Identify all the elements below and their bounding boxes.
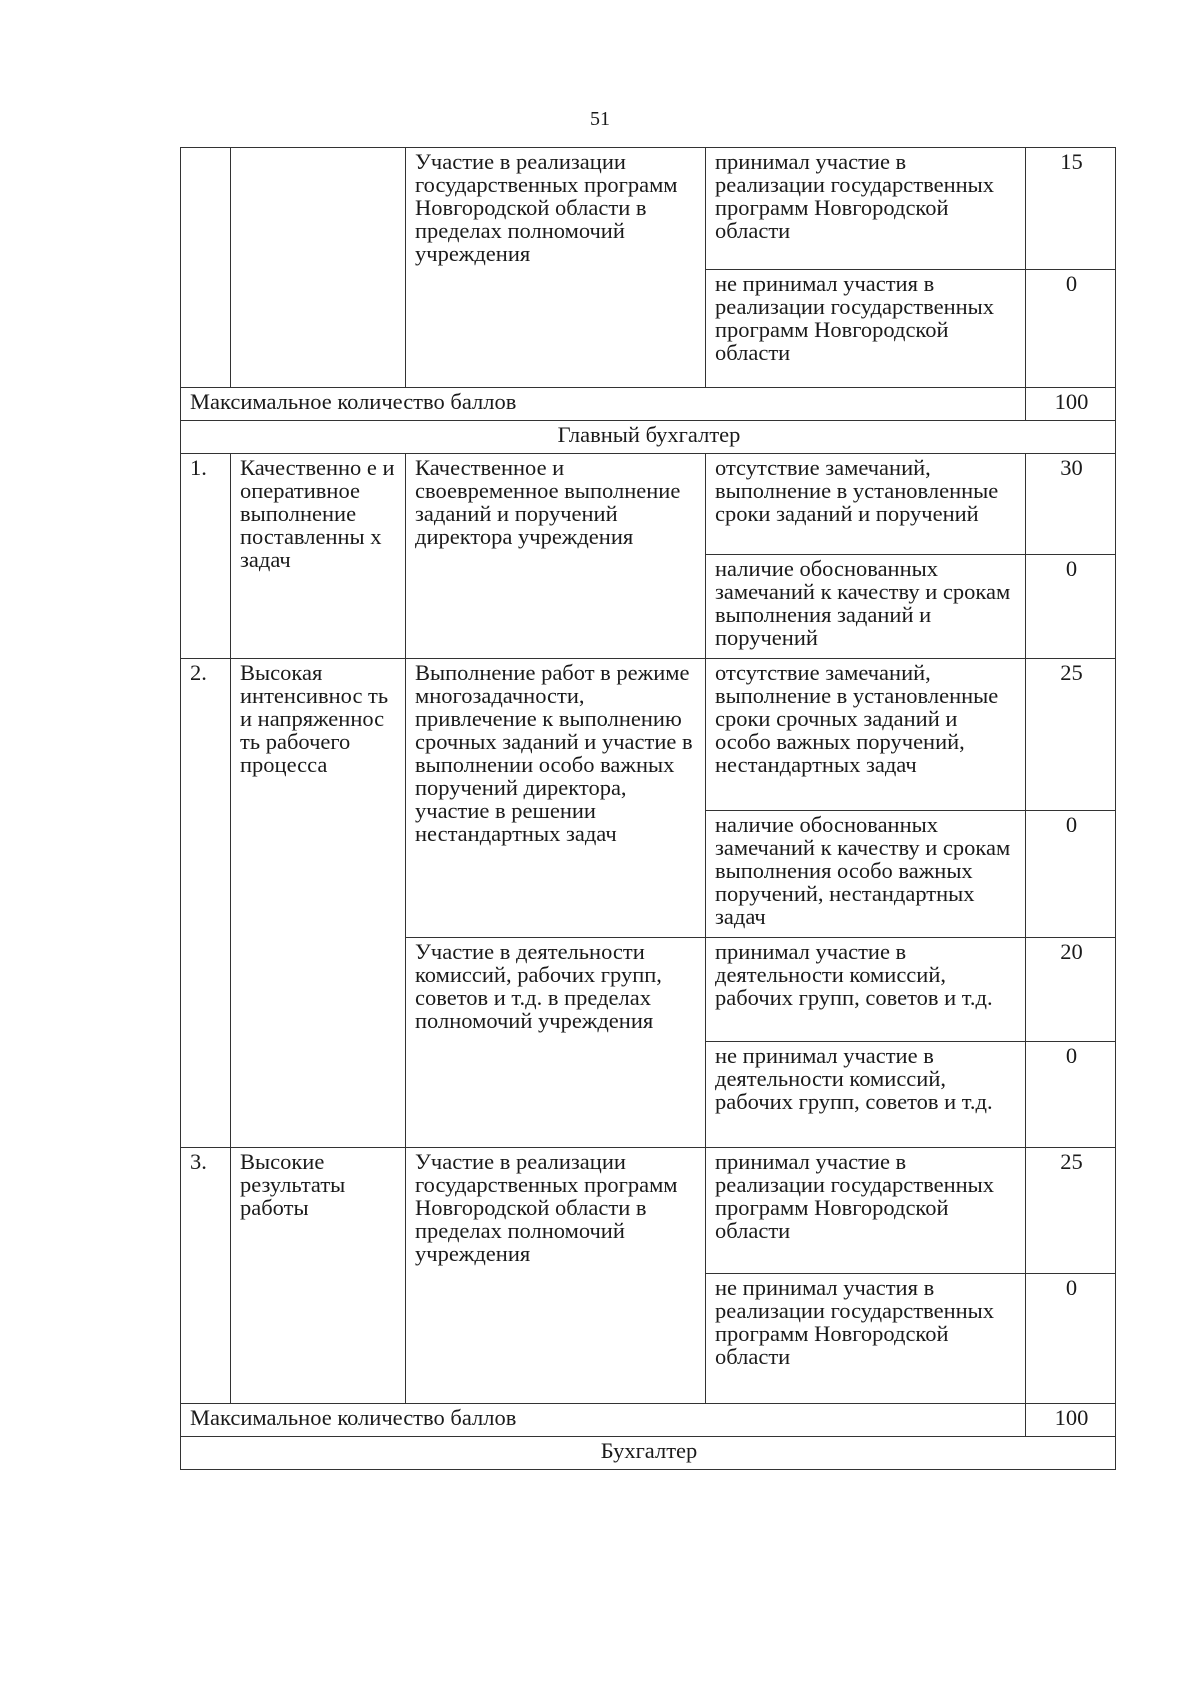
score-cell: 15 [1026, 148, 1116, 270]
criterion-number-cell: 3. [181, 1148, 231, 1404]
criterion-name-cell: Качественно е и оперативное выполнение поставленны х задач [231, 454, 406, 659]
score-cell: 0 [1026, 1042, 1116, 1148]
section-heading-accountant: Бухгалтер [181, 1437, 1116, 1470]
condition-cell: не принимал участия в реализации государственных программ Новгородской области [706, 1274, 1026, 1404]
max-score-value: 100 [1026, 1404, 1116, 1437]
max-score-row [181, 388, 1116, 421]
table-row [181, 1148, 1116, 1274]
condition-cell: наличие обоснованных замечаний к качеству и срокам выполнения заданий и поручений [706, 555, 1026, 659]
max-score-label: Максимальное количество баллов [181, 1404, 1026, 1437]
score-cell: 25 [1026, 659, 1116, 811]
criterion-name-cell [231, 148, 406, 388]
score-cell: 20 [1026, 938, 1116, 1042]
criterion-number-cell [181, 148, 231, 388]
criterion-number-cell: 2. [181, 659, 231, 1148]
activity-cell: Участие в реализации государственных программ Новгородской области в пределах полномочий учреждения [406, 1148, 706, 1404]
activity-cell: Выполнение работ в режиме многозадачности, привлечение к выполнению срочных заданий и участие в выполнении особо важных поручений директора, участие в решении нестандартных задач [406, 659, 706, 938]
section-row [181, 421, 1116, 454]
condition-cell: принимал участие в реализации государственных программ Новгородской области [706, 1148, 1026, 1274]
condition-cell: не принимал участия в реализации государственных программ Новгородской области [706, 270, 1026, 388]
section-row [181, 1437, 1116, 1470]
criterion-name-cell: Высокая интенсивнос ть и напряженнос ть рабочего процесса [231, 659, 406, 1148]
score-cell: 0 [1026, 270, 1116, 388]
page-number: 51 [590, 108, 610, 130]
condition-cell: наличие обоснованных замечаний к качеству и срокам выполнения особо важных поручений, нестандартных задач [706, 811, 1026, 938]
section-heading-chief-accountant: Главный бухгалтер [181, 421, 1116, 454]
table-row [181, 454, 1116, 555]
condition-cell: принимал участие в реализации государственных программ Новгородской области [706, 148, 1026, 270]
max-score-value: 100 [1026, 388, 1116, 421]
max-score-row [181, 1404, 1116, 1437]
condition-cell: отсутствие замечаний, выполнение в установленные сроки срочных заданий и особо важных поручений, нестандартных задач [706, 659, 1026, 811]
activity-cell: Участие в реализации государственных программ Новгородской области в пределах полномочий учреждения [406, 148, 706, 388]
activity-cell: Участие в деятельности комиссий, рабочих групп, советов и т.д. в пределах полномочий учреждения [406, 938, 706, 1148]
condition-cell: не принимал участие в деятельности комиссий, рабочих групп, советов и т.д. [706, 1042, 1026, 1148]
criteria-table [180, 147, 1116, 1470]
score-cell: 0 [1026, 1274, 1116, 1404]
score-cell: 0 [1026, 555, 1116, 659]
criterion-name-cell: Высокие результаты работы [231, 1148, 406, 1404]
score-cell: 25 [1026, 1148, 1116, 1274]
criterion-number-cell: 1. [181, 454, 231, 659]
max-score-label: Максимальное количество баллов [181, 388, 1026, 421]
table-row [181, 659, 1116, 811]
condition-cell: отсутствие замечаний, выполнение в установленные сроки заданий и поручений [706, 454, 1026, 555]
table-row [181, 148, 1116, 270]
activity-cell: Качественное и своевременное выполнение заданий и поручений директора учреждения [406, 454, 706, 659]
condition-cell: принимал участие в деятельности комиссий, рабочих групп, советов и т.д. [706, 938, 1026, 1042]
score-cell: 30 [1026, 454, 1116, 555]
score-cell: 0 [1026, 811, 1116, 938]
